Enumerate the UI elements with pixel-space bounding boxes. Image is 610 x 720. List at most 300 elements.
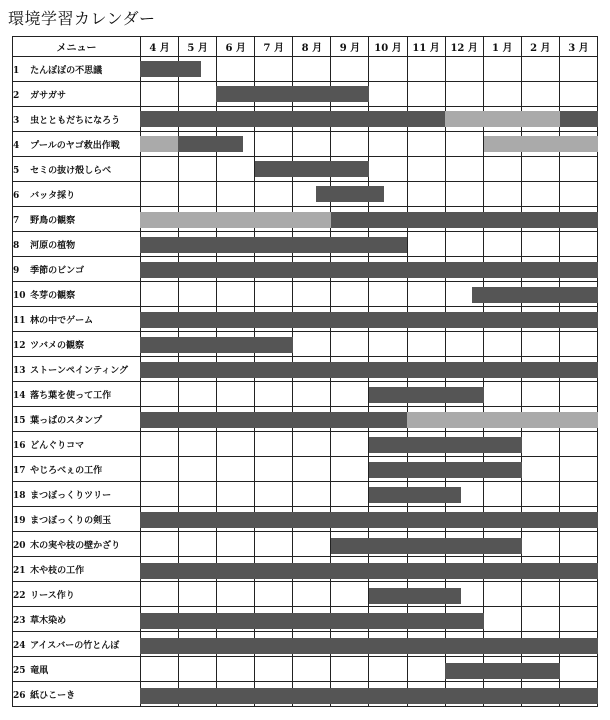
table-row [13, 657, 598, 682]
month-cell [293, 482, 331, 507]
table-row [13, 157, 598, 182]
table-row [13, 557, 598, 582]
month-cell [445, 407, 483, 432]
activity-name: セミの抜け殻しらべ [30, 165, 112, 176]
month-cell [179, 382, 217, 407]
month-cell [483, 607, 521, 632]
month-cell [217, 457, 255, 482]
month-cell [445, 282, 483, 307]
month-cell [141, 657, 179, 682]
month-cell [255, 582, 293, 607]
month-cell [255, 382, 293, 407]
month-cell [255, 232, 293, 257]
month-cell [255, 132, 293, 157]
month-header: 11 月 [407, 37, 445, 57]
month-cell [217, 607, 255, 632]
month-cell [559, 657, 597, 682]
table-row [13, 132, 598, 157]
month-cell [559, 232, 597, 257]
month-cell [217, 657, 255, 682]
month-cell [407, 607, 445, 632]
activity-cell [13, 532, 141, 557]
month-cell [141, 332, 179, 357]
month-cell [445, 432, 483, 457]
month-cell [407, 157, 445, 182]
calendar-grid [12, 36, 598, 708]
month-cell [331, 507, 369, 532]
month-cell [483, 357, 521, 382]
activity-number: 6 [13, 190, 20, 201]
month-cell [521, 632, 559, 657]
month-cell [293, 282, 331, 307]
month-cell [331, 432, 369, 457]
month-cell [369, 157, 407, 182]
month-cell [255, 307, 293, 332]
activity-number: 26 [13, 690, 26, 701]
table-row [13, 532, 598, 557]
month-cell [255, 607, 293, 632]
activity-cell [13, 332, 141, 357]
menu-header: メニュー [13, 37, 141, 57]
month-cell [445, 532, 483, 557]
month-cell [483, 82, 521, 107]
month-cell [559, 632, 597, 657]
activity-number: 3 [13, 115, 20, 126]
table-row [13, 257, 598, 282]
month-cell [141, 557, 179, 582]
month-cell [483, 632, 521, 657]
month-cell [369, 382, 407, 407]
table-row [13, 432, 598, 457]
month-cell [369, 632, 407, 657]
month-cell [255, 182, 293, 207]
month-cell [141, 607, 179, 632]
month-cell [293, 682, 331, 707]
activity-number: 20 [13, 540, 26, 551]
activity-cell [13, 432, 141, 457]
activity-cell [13, 407, 141, 432]
activity-name: 季節のビンゴ [30, 265, 85, 276]
month-cell [369, 582, 407, 607]
month-cell [483, 182, 521, 207]
month-cell [369, 357, 407, 382]
month-cell [445, 157, 483, 182]
month-cell [407, 282, 445, 307]
month-cell [331, 457, 369, 482]
month-cell [369, 132, 407, 157]
month-cell [369, 257, 407, 282]
month-cell [445, 232, 483, 257]
table-row [13, 207, 598, 232]
month-cell [141, 182, 179, 207]
activity-cell [13, 582, 141, 607]
month-cell [331, 632, 369, 657]
activity-number: 16 [13, 440, 26, 451]
month-cell [483, 432, 521, 457]
activity-name: 草木染め [30, 615, 67, 626]
month-cell [483, 57, 521, 82]
activity-name: バッタ採り [30, 190, 76, 201]
activity-name: やじろべぇの工作 [30, 465, 103, 476]
month-cell [559, 382, 597, 407]
month-cell [141, 507, 179, 532]
month-cell [559, 607, 597, 632]
month-cell [483, 557, 521, 582]
month-cell [483, 582, 521, 607]
month-cell [217, 207, 255, 232]
month-cell [407, 357, 445, 382]
month-cell [521, 332, 559, 357]
month-cell [521, 282, 559, 307]
month-cell [293, 582, 331, 607]
month-cell [255, 282, 293, 307]
month-cell [331, 332, 369, 357]
month-cell [407, 682, 445, 707]
month-cell [179, 357, 217, 382]
month-cell [483, 457, 521, 482]
month-cell [179, 557, 217, 582]
month-cell [407, 657, 445, 682]
month-cell [179, 482, 217, 507]
month-cell [255, 257, 293, 282]
month-cell [445, 382, 483, 407]
month-cell [331, 607, 369, 632]
month-cell [141, 132, 179, 157]
month-cell [331, 357, 369, 382]
month-cell [217, 332, 255, 357]
month-cell [521, 482, 559, 507]
table-row [13, 682, 598, 707]
month-cell [217, 132, 255, 157]
month-cell [369, 82, 407, 107]
month-cell [293, 557, 331, 582]
month-cell [217, 182, 255, 207]
month-cell [217, 532, 255, 557]
month-cell [445, 82, 483, 107]
month-cell [369, 482, 407, 507]
activity-number: 14 [13, 390, 26, 401]
month-cell [407, 632, 445, 657]
month-cell [521, 107, 559, 132]
month-cell [331, 307, 369, 332]
month-cell [293, 307, 331, 332]
table-row [13, 382, 598, 407]
month-cell [331, 407, 369, 432]
month-cell [369, 282, 407, 307]
month-cell [369, 57, 407, 82]
month-cell [217, 257, 255, 282]
month-cell [141, 482, 179, 507]
month-cell [331, 482, 369, 507]
month-cell [331, 532, 369, 557]
table-row [13, 232, 598, 257]
month-cell [331, 657, 369, 682]
month-cell [293, 407, 331, 432]
activity-name: ストーンペインティング [30, 365, 129, 376]
month-cell [521, 82, 559, 107]
month-cell [407, 307, 445, 332]
month-cell [255, 82, 293, 107]
month-cell [179, 57, 217, 82]
activity-number: 23 [13, 615, 26, 626]
activity-name: 紙ひこーき [30, 690, 76, 701]
month-cell [141, 682, 179, 707]
activity-cell [13, 82, 141, 107]
month-cell [255, 207, 293, 232]
month-cell [407, 507, 445, 532]
month-cell [331, 232, 369, 257]
month-cell [293, 207, 331, 232]
month-cell [179, 207, 217, 232]
month-cell [521, 582, 559, 607]
month-cell [521, 607, 559, 632]
month-cell [179, 182, 217, 207]
table-row [13, 632, 598, 657]
month-cell [293, 257, 331, 282]
activity-cell [13, 182, 141, 207]
month-cell [483, 257, 521, 282]
activity-number: 18 [13, 490, 26, 501]
month-cell [217, 582, 255, 607]
month-cell [293, 607, 331, 632]
month-cell [255, 632, 293, 657]
month-cell [369, 232, 407, 257]
activity-cell [13, 282, 141, 307]
month-cell [407, 132, 445, 157]
activity-name: 虫とともだちになろう [30, 115, 121, 126]
activity-number: 19 [13, 515, 26, 526]
activity-name: ガサガサ [30, 90, 66, 101]
month-cell [369, 457, 407, 482]
month-header: 5 月 [179, 37, 217, 57]
month-cell [445, 257, 483, 282]
month-cell [293, 232, 331, 257]
month-cell [407, 332, 445, 357]
activity-cell [13, 557, 141, 582]
month-cell [179, 657, 217, 682]
table-row [13, 282, 598, 307]
month-cell [559, 332, 597, 357]
activity-name: アイスバーの竹とんぼ [30, 640, 120, 651]
month-cell [559, 457, 597, 482]
month-cell [255, 157, 293, 182]
month-cell [483, 307, 521, 332]
month-cell [179, 457, 217, 482]
table-row [13, 107, 598, 132]
month-cell [179, 632, 217, 657]
month-cell [369, 332, 407, 357]
month-cell [141, 232, 179, 257]
month-cell [407, 432, 445, 457]
month-cell [483, 282, 521, 307]
month-cell [369, 557, 407, 582]
month-cell [255, 657, 293, 682]
month-cell [255, 557, 293, 582]
month-cell [407, 207, 445, 232]
month-cell [141, 257, 179, 282]
month-cell [559, 307, 597, 332]
month-cell [179, 582, 217, 607]
activity-cell [13, 507, 141, 532]
activity-name: 竜凧 [30, 665, 49, 676]
month-cell [369, 507, 407, 532]
month-cell [179, 257, 217, 282]
calendar-body [13, 57, 598, 707]
activity-name: まつぼっくりの剣玉 [30, 515, 112, 526]
month-cell [521, 532, 559, 557]
calendar-table [12, 36, 598, 707]
month-cell [521, 182, 559, 207]
activity-cell [13, 357, 141, 382]
month-cell [331, 257, 369, 282]
month-cell [559, 482, 597, 507]
month-cell [331, 132, 369, 157]
month-cell [217, 382, 255, 407]
month-cell [445, 107, 483, 132]
month-cell [407, 182, 445, 207]
month-cell [521, 307, 559, 332]
month-cell [369, 207, 407, 232]
month-cell [559, 57, 597, 82]
month-cell [331, 157, 369, 182]
month-cell [521, 682, 559, 707]
month-header: 3 月 [559, 37, 597, 57]
month-cell [407, 532, 445, 557]
activity-number: 13 [13, 365, 26, 376]
month-cell [559, 357, 597, 382]
month-cell [331, 82, 369, 107]
activity-cell [13, 682, 141, 707]
month-cell [179, 232, 217, 257]
month-cell [483, 507, 521, 532]
month-cell [407, 57, 445, 82]
activity-cell [13, 607, 141, 632]
month-cell [255, 407, 293, 432]
activity-name: リース作り [30, 590, 75, 601]
month-cell [445, 482, 483, 507]
month-cell [445, 582, 483, 607]
month-cell [331, 582, 369, 607]
month-cell [559, 157, 597, 182]
month-cell [293, 332, 331, 357]
month-cell [217, 407, 255, 432]
month-cell [521, 157, 559, 182]
month-cell [179, 307, 217, 332]
page-title: 環境学習カレンダー [8, 9, 156, 28]
month-cell [445, 307, 483, 332]
month-cell [559, 407, 597, 432]
month-cell [521, 657, 559, 682]
month-cell [407, 382, 445, 407]
month-cell [445, 57, 483, 82]
month-cell [179, 132, 217, 157]
month-cell [179, 332, 217, 357]
month-cell [369, 682, 407, 707]
month-cell [559, 257, 597, 282]
activity-cell [13, 57, 141, 82]
activity-cell [13, 307, 141, 332]
month-cell [179, 107, 217, 132]
month-cell [407, 557, 445, 582]
month-cell [331, 107, 369, 132]
activity-cell [13, 232, 141, 257]
month-cell [217, 507, 255, 532]
activity-cell [13, 657, 141, 682]
activity-number: 8 [13, 240, 20, 251]
month-cell [331, 57, 369, 82]
table-row [13, 57, 598, 82]
month-cell [331, 382, 369, 407]
month-cell [521, 557, 559, 582]
month-cell [217, 307, 255, 332]
activity-number: 9 [13, 265, 20, 276]
month-cell [217, 632, 255, 657]
header-row [13, 37, 598, 57]
activity-number: 21 [13, 565, 26, 576]
activity-cell [13, 257, 141, 282]
month-cell [559, 682, 597, 707]
month-cell [559, 557, 597, 582]
activity-name: 河原の植物 [30, 240, 76, 251]
table-row [13, 457, 598, 482]
month-header: 9 月 [331, 37, 369, 57]
month-cell [521, 457, 559, 482]
activity-number: 17 [13, 465, 26, 476]
table-row [13, 407, 598, 432]
month-cell [141, 282, 179, 307]
month-cell [141, 357, 179, 382]
month-cell [407, 407, 445, 432]
month-cell [559, 182, 597, 207]
table-row [13, 482, 598, 507]
month-cell [141, 407, 179, 432]
month-cell [445, 457, 483, 482]
activity-cell [13, 482, 141, 507]
activity-name: どんぐりコマ [30, 440, 85, 451]
month-cell [331, 682, 369, 707]
month-cell [521, 57, 559, 82]
month-cell [407, 457, 445, 482]
month-cell [445, 657, 483, 682]
month-cell [445, 132, 483, 157]
month-cell [179, 82, 217, 107]
month-cell [179, 157, 217, 182]
month-cell [141, 632, 179, 657]
month-cell [407, 257, 445, 282]
month-cell [369, 657, 407, 682]
month-cell [293, 632, 331, 657]
month-cell [483, 207, 521, 232]
activity-number: 5 [13, 165, 20, 176]
month-cell [141, 582, 179, 607]
month-cell [217, 57, 255, 82]
activity-number: 25 [13, 665, 26, 676]
month-header: 7 月 [255, 37, 293, 57]
activity-number: 22 [13, 590, 26, 601]
month-cell [445, 607, 483, 632]
month-cell [483, 132, 521, 157]
month-cell [179, 507, 217, 532]
month-cell [559, 82, 597, 107]
month-cell [179, 432, 217, 457]
month-cell [217, 282, 255, 307]
month-cell [407, 107, 445, 132]
activity-number: 11 [13, 315, 26, 326]
month-cell [559, 532, 597, 557]
activity-number: 1 [13, 65, 20, 76]
month-cell [521, 357, 559, 382]
month-cell [445, 682, 483, 707]
